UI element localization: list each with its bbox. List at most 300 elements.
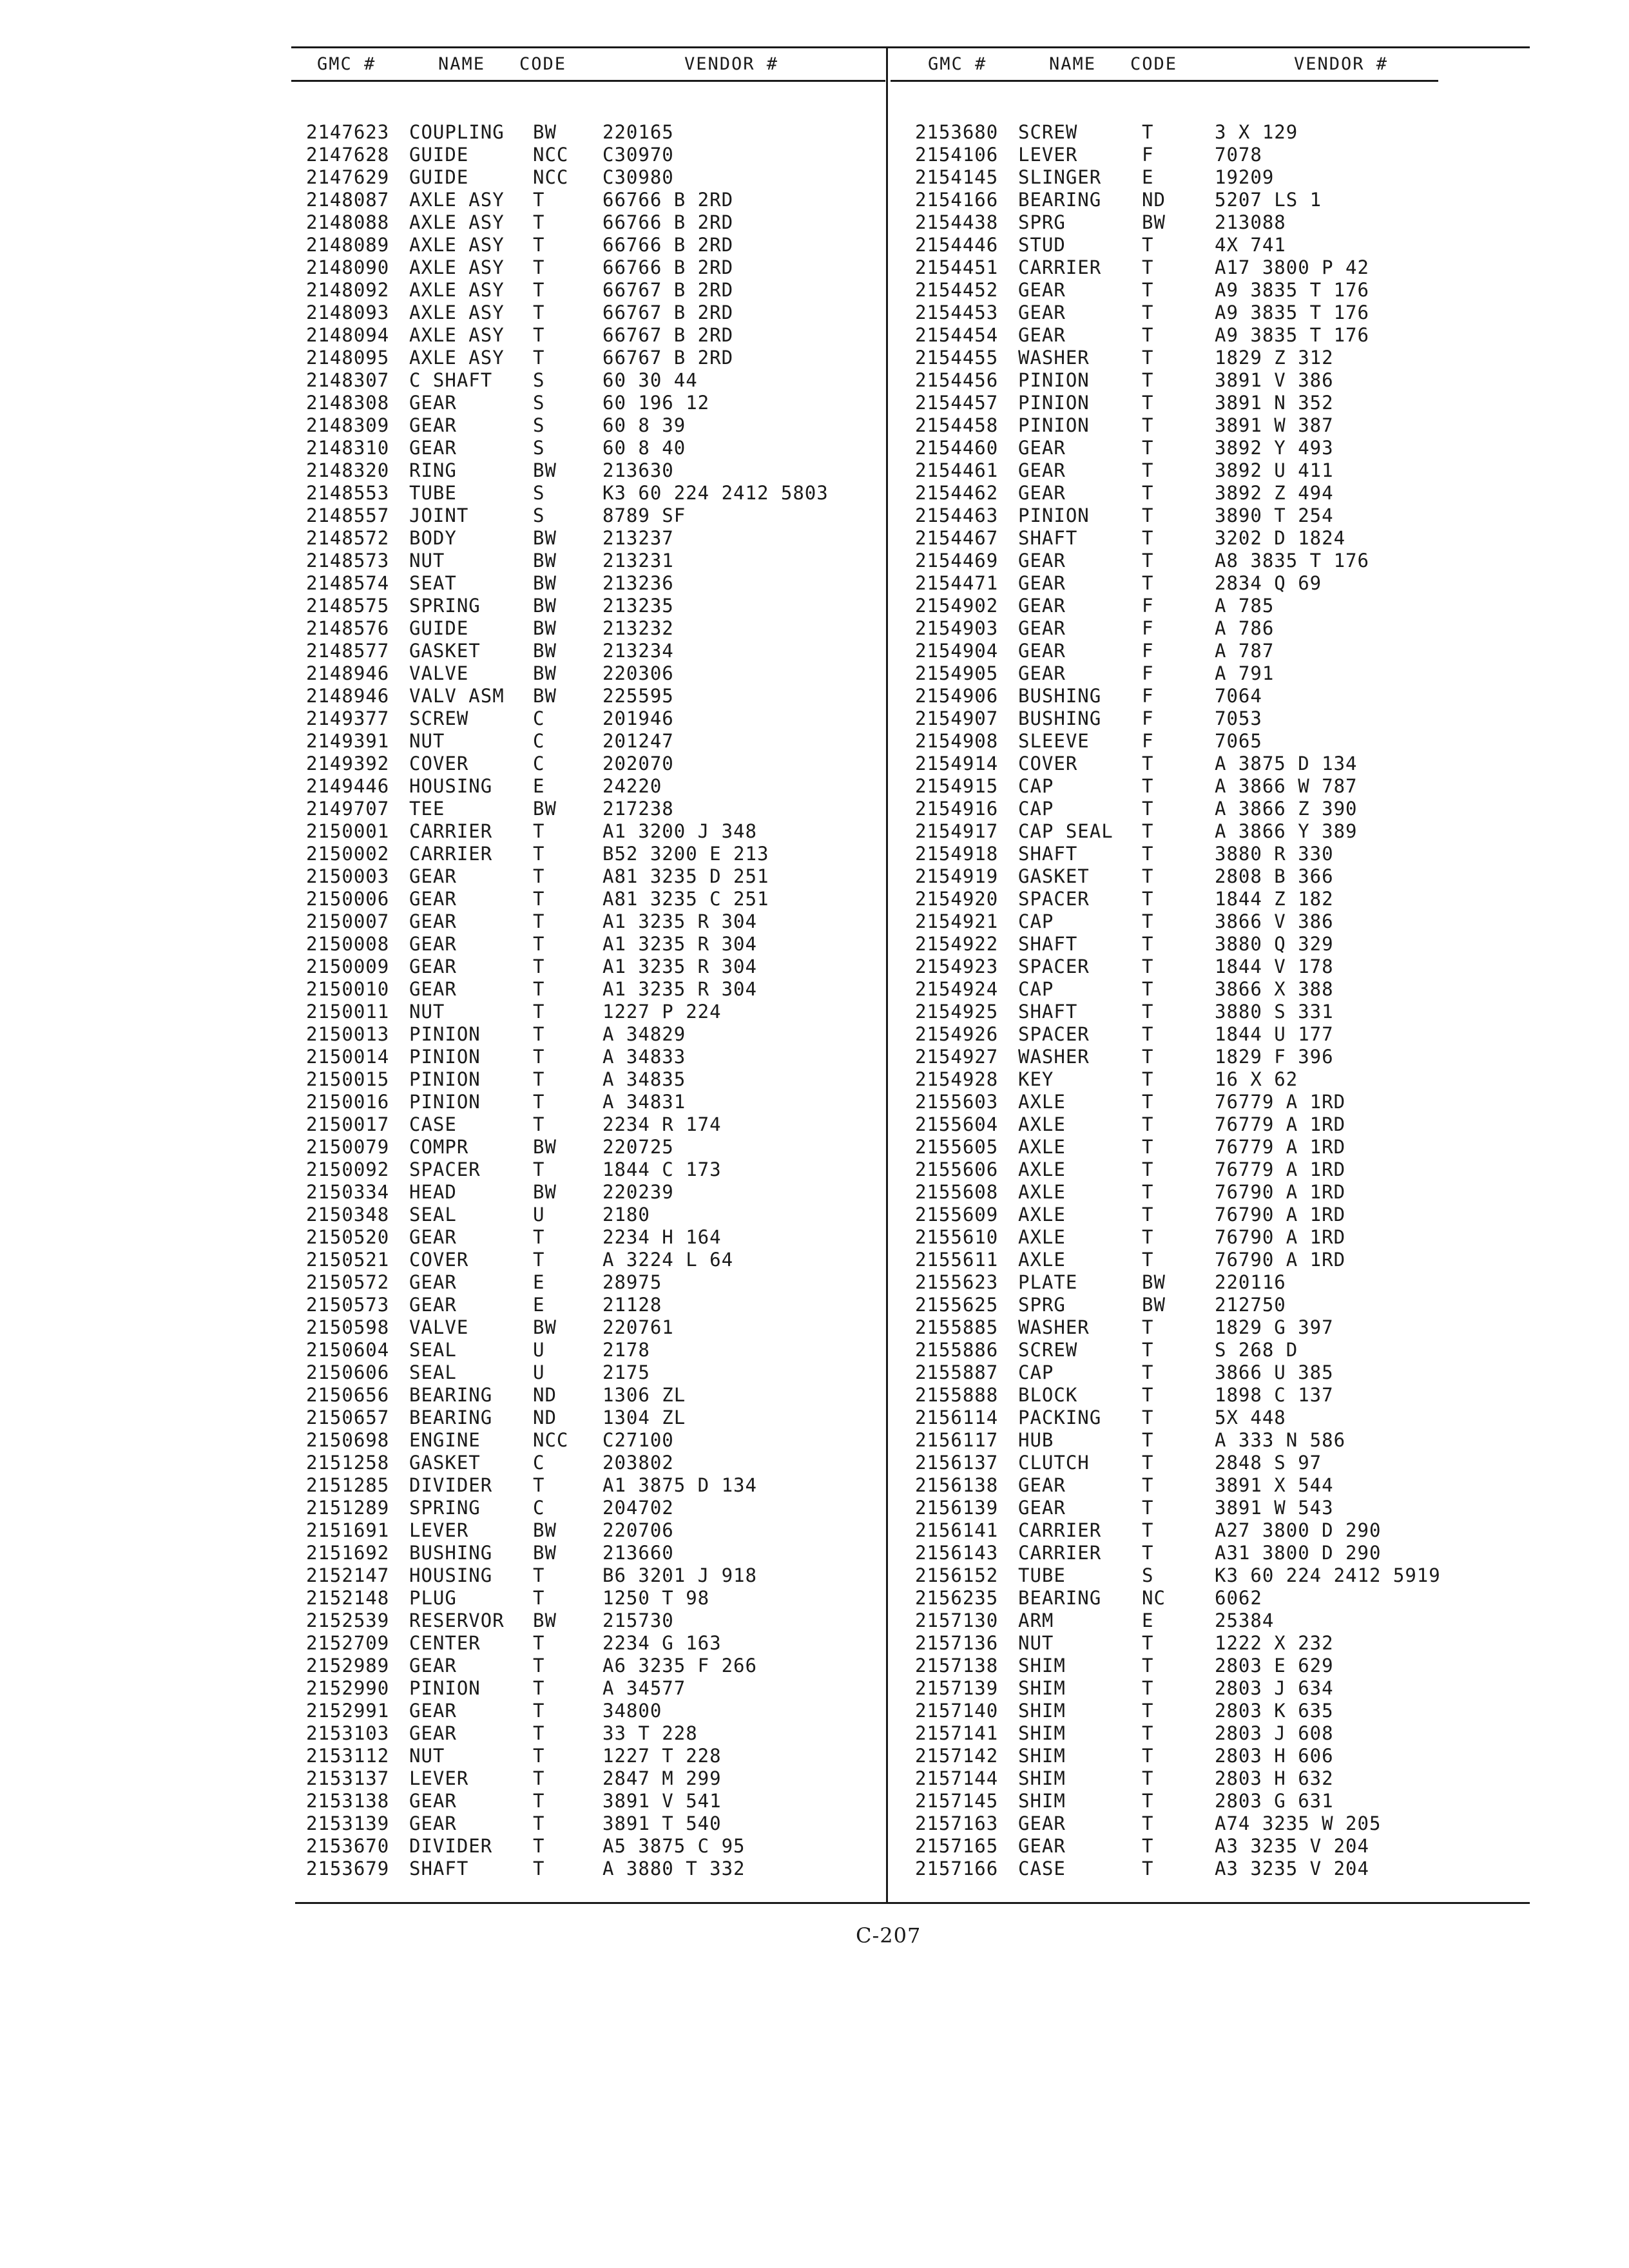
vendor-number: A 786 [1215, 617, 1275, 639]
table-row [306, 1587, 873, 1610]
vendor-number: 213236 [602, 572, 674, 594]
gmc-number: 2147628 [306, 144, 390, 166]
vendor-code: T [533, 865, 545, 887]
gmc-number: 2150656 [306, 1384, 390, 1406]
vendor-code: T [1142, 1226, 1154, 1248]
part-name: GASKET [1018, 865, 1090, 887]
vendor-code: T [1142, 1091, 1154, 1113]
part-name: WASHER [1018, 347, 1090, 369]
part-name: COVER [409, 1249, 469, 1271]
table-row [306, 1001, 873, 1023]
gmc-number: 2155605 [915, 1136, 999, 1158]
gmc-number: 2148572 [306, 527, 390, 549]
vendor-code: C [533, 753, 545, 774]
table-row [306, 1181, 873, 1204]
header-gmc: GMC # [928, 54, 987, 74]
table-row [915, 617, 1527, 640]
gmc-number: 2154454 [915, 324, 999, 346]
table-row [915, 144, 1527, 166]
vendor-number: 3891 W 387 [1215, 414, 1334, 436]
vendor-number: A1 3200 J 348 [602, 820, 757, 842]
vendor-code: U [533, 1204, 545, 1225]
gmc-number: 2148309 [306, 414, 390, 436]
vendor-code: T [1142, 256, 1154, 278]
part-name: HEAD [409, 1181, 457, 1203]
table-row [306, 256, 873, 279]
vendor-code: T [1142, 1700, 1154, 1722]
header-gmc: GMC # [317, 54, 376, 74]
table-row [915, 1790, 1527, 1812]
vendor-code: BW [533, 1181, 557, 1203]
table-row [306, 1046, 873, 1068]
vendor-code: T [1142, 1339, 1154, 1361]
vendor-code: ND [533, 1407, 557, 1428]
parts-list-right [915, 121, 1527, 1880]
part-name: GEAR [409, 1700, 457, 1722]
vendor-code: T [1142, 482, 1154, 504]
header-code: CODE [1130, 54, 1178, 74]
table-row [915, 798, 1527, 820]
vendor-code: T [1142, 1361, 1154, 1383]
table-row [306, 1226, 873, 1249]
table-row [306, 1790, 873, 1812]
gmc-number: 2148087 [306, 189, 390, 211]
table-row [306, 505, 873, 527]
gmc-number: 2150003 [306, 865, 390, 887]
part-name: BUSHING [1018, 685, 1102, 707]
gmc-number: 2153680 [915, 121, 999, 143]
gmc-number: 2150604 [306, 1339, 390, 1361]
vendor-number: 66767 B 2RD [602, 302, 734, 323]
vendor-number: 3891 X 544 [1215, 1474, 1334, 1496]
part-name: GEAR [409, 1722, 457, 1744]
gmc-number: 2154907 [915, 707, 999, 729]
table-row [915, 1339, 1527, 1361]
vendor-code: T [1142, 1677, 1154, 1699]
vendor-number: 2234 G 163 [602, 1632, 722, 1654]
vendor-number: 220306 [602, 662, 674, 684]
part-name: VALVE [409, 1316, 469, 1338]
vendor-code: T [1142, 1046, 1154, 1068]
vendor-number: 3891 W 543 [1215, 1497, 1334, 1519]
table-row [915, 1610, 1527, 1632]
part-name: GASKET [409, 1452, 481, 1474]
table-row [306, 888, 873, 910]
part-name: GEAR [1018, 459, 1066, 481]
gmc-number: 2154920 [915, 888, 999, 910]
part-name: BEARING [1018, 1587, 1102, 1609]
vendor-number: A1 3875 D 134 [602, 1474, 757, 1496]
vendor-number: A9 3835 T 176 [1215, 279, 1369, 301]
vendor-number: 1844 U 177 [1215, 1023, 1334, 1045]
part-name: AXLE [1018, 1091, 1066, 1113]
gmc-number: 2147629 [306, 166, 390, 188]
vendor-number: 2175 [602, 1361, 650, 1383]
part-name: PINION [1018, 369, 1090, 391]
gmc-number: 2157144 [915, 1767, 999, 1789]
gmc-number: 2150009 [306, 956, 390, 977]
vendor-number: 2847 M 299 [602, 1767, 722, 1789]
gmc-number: 2150572 [306, 1271, 390, 1293]
gmc-number: 2155885 [915, 1316, 999, 1338]
table-row [306, 595, 873, 617]
part-name: AXLE ASY [409, 347, 505, 369]
table-row [306, 527, 873, 550]
gmc-number: 2155886 [915, 1339, 999, 1361]
table-row [306, 1632, 873, 1655]
part-name: SHIM [1018, 1700, 1066, 1722]
vendor-code: T [533, 1091, 545, 1113]
vendor-code: BW [533, 798, 557, 820]
vendor-number: 76790 A 1RD [1215, 1204, 1346, 1225]
part-name: CARRIER [1018, 1519, 1102, 1541]
part-name: GEAR [409, 933, 457, 955]
vendor-number: 1844 C 173 [602, 1158, 722, 1180]
table-row [915, 820, 1527, 843]
vendor-code: E [1142, 1610, 1154, 1631]
gmc-number: 2156235 [915, 1587, 999, 1609]
part-name: AXLE [1018, 1249, 1066, 1271]
vendor-code: ND [533, 1384, 557, 1406]
part-name: SEAL [409, 1361, 457, 1383]
table-row [915, 1136, 1527, 1158]
gmc-number: 2150334 [306, 1181, 390, 1203]
part-name: GUIDE [409, 144, 469, 166]
vendor-number: A 34829 [602, 1023, 686, 1045]
table-row [306, 1136, 873, 1158]
header-rule-left [291, 80, 885, 82]
vendor-number: 225595 [602, 685, 674, 707]
table-row [306, 753, 873, 775]
vendor-code: C [533, 1497, 545, 1519]
table-row [915, 1001, 1527, 1023]
table-row [915, 1158, 1527, 1181]
part-name: SHAFT [1018, 933, 1078, 955]
table-row [306, 640, 873, 662]
vendor-number: 33 T 228 [602, 1722, 698, 1744]
vendor-number: 7064 [1215, 685, 1262, 707]
part-name: GEAR [409, 1655, 457, 1677]
vendor-code: E [533, 775, 545, 797]
vendor-number: B52 3200 E 213 [602, 843, 769, 865]
vendor-code: T [1142, 910, 1154, 932]
gmc-number: 2157140 [915, 1700, 999, 1722]
part-name: AXLE [1018, 1136, 1066, 1158]
gmc-number: 2154455 [915, 347, 999, 369]
vendor-code: T [1142, 843, 1154, 865]
vendor-code: T [1142, 865, 1154, 887]
part-name: BODY [409, 527, 457, 549]
vendor-number: A74 3235 W 205 [1215, 1812, 1382, 1834]
vendor-code: BW [533, 685, 557, 707]
vendor-number: 3891 T 540 [602, 1812, 722, 1834]
vendor-number: 7078 [1215, 144, 1262, 166]
vendor-code: T [533, 933, 545, 955]
gmc-number: 2153103 [306, 1722, 390, 1744]
vendor-number: 2808 B 366 [1215, 865, 1334, 887]
vendor-code: BW [533, 1519, 557, 1541]
gmc-number: 2154469 [915, 550, 999, 572]
part-name: GEAR [1018, 1835, 1066, 1857]
vendor-code: T [1142, 414, 1154, 436]
table-row [306, 1113, 873, 1136]
gmc-number: 2154923 [915, 956, 999, 977]
vendor-code: T [533, 820, 545, 842]
vendor-code: BW [533, 121, 557, 143]
vendor-code: T [1142, 572, 1154, 594]
gmc-number: 2150013 [306, 1023, 390, 1045]
vendor-number: 3892 Y 493 [1215, 437, 1334, 459]
vendor-code: BW [533, 617, 557, 639]
page-number: C-207 [856, 1923, 921, 1948]
gmc-number: 2154453 [915, 302, 999, 323]
vendor-number: C30980 [602, 166, 674, 188]
part-name: PINION [1018, 392, 1090, 414]
vendor-code: F [1142, 707, 1154, 729]
table-row [306, 617, 873, 640]
vendor-number: A 34833 [602, 1046, 686, 1068]
gmc-number: 2154921 [915, 910, 999, 932]
vendor-code: T [1142, 1204, 1154, 1225]
table-row [306, 1700, 873, 1722]
part-name: TEE [409, 798, 445, 820]
gmc-number: 2148553 [306, 482, 390, 504]
table-row [306, 550, 873, 572]
vendor-code: T [533, 1001, 545, 1023]
table-row [915, 662, 1527, 685]
gmc-number: 2154905 [915, 662, 999, 684]
gmc-number: 2154903 [915, 617, 999, 639]
vendor-number: 66767 B 2RD [602, 347, 734, 369]
vendor-code: S [533, 392, 545, 414]
vendor-number: 1829 G 397 [1215, 1316, 1334, 1338]
gmc-number: 2152989 [306, 1655, 390, 1677]
vendor-number: 8789 SF [602, 505, 686, 526]
table-row [306, 211, 873, 234]
gmc-number: 2148308 [306, 392, 390, 414]
gmc-number: 2148095 [306, 347, 390, 369]
vendor-code: T [533, 1068, 545, 1090]
column-divider [886, 46, 888, 1902]
vendor-number: K3 60 224 2412 5919 [1215, 1564, 1441, 1586]
part-name: GEAR [1018, 1497, 1066, 1519]
gmc-number: 2149377 [306, 707, 390, 729]
part-name: SHAFT [1018, 1001, 1078, 1023]
vendor-code: T [533, 1722, 545, 1744]
part-name: GEAR [409, 865, 457, 887]
table-row [915, 1519, 1527, 1542]
table-row [306, 459, 873, 482]
part-name: GEAR [409, 888, 457, 910]
vendor-number: 66767 B 2RD [602, 324, 734, 346]
part-name: SLINGER [1018, 166, 1102, 188]
table-row [915, 1294, 1527, 1316]
table-row [306, 1249, 873, 1271]
part-name: TUBE [409, 482, 457, 504]
bottom-rule [295, 1902, 1530, 1904]
vendor-number: A 3880 T 332 [602, 1858, 746, 1879]
vendor-code: T [533, 279, 545, 301]
vendor-number: 2803 J 608 [1215, 1722, 1334, 1744]
vendor-number: 3880 Q 329 [1215, 933, 1334, 955]
table-row [915, 256, 1527, 279]
table-row [915, 1745, 1527, 1767]
vendor-number: 213231 [602, 550, 674, 572]
vendor-code: BW [533, 640, 557, 662]
vendor-code: BW [533, 459, 557, 481]
gmc-number: 2156114 [915, 1407, 999, 1428]
gmc-number: 2156141 [915, 1519, 999, 1541]
part-name: CARRIER [1018, 1542, 1102, 1564]
vendor-code: BW [1142, 1294, 1166, 1316]
part-name: SHAFT [409, 1858, 469, 1879]
vendor-code: NC [1142, 1587, 1166, 1609]
vendor-number: A6 3235 F 266 [602, 1655, 757, 1677]
table-row [915, 1249, 1527, 1271]
vendor-code: T [1142, 1497, 1154, 1519]
table-row [915, 1407, 1527, 1429]
table-row [915, 1091, 1527, 1113]
vendor-number: 3866 V 386 [1215, 910, 1334, 932]
vendor-number: 1306 ZL [602, 1384, 686, 1406]
table-row [915, 482, 1527, 505]
part-name: GEAR [1018, 550, 1066, 572]
vendor-code: T [1142, 1181, 1154, 1203]
vendor-number: 2848 S 97 [1215, 1452, 1322, 1474]
table-row [915, 753, 1527, 775]
gmc-number: 2157138 [915, 1655, 999, 1677]
gmc-number: 2154457 [915, 392, 999, 414]
vendor-number: 5X 448 [1215, 1407, 1286, 1428]
table-row [915, 730, 1527, 753]
vendor-number: A 3866 Y 389 [1215, 820, 1358, 842]
part-name: GEAR [1018, 279, 1066, 301]
gmc-number: 2150348 [306, 1204, 390, 1225]
part-name: SHIM [1018, 1722, 1066, 1744]
vendor-number: 217238 [602, 798, 674, 820]
part-name: COUPLING [409, 121, 505, 143]
part-name: GEAR [1018, 302, 1066, 323]
part-name: LEVER [409, 1519, 469, 1541]
table-row [306, 1316, 873, 1339]
vendor-number: 3866 U 385 [1215, 1361, 1334, 1383]
gmc-number: 2153137 [306, 1767, 390, 1789]
table-row [915, 595, 1527, 617]
vendor-number: A 34577 [602, 1677, 686, 1699]
vendor-code: S [533, 482, 545, 504]
gmc-number: 2148573 [306, 550, 390, 572]
vendor-number: 2803 J 634 [1215, 1677, 1334, 1699]
table-row [915, 1452, 1527, 1474]
part-name: GEAR [1018, 572, 1066, 594]
vendor-number: A 3875 D 134 [1215, 753, 1358, 774]
vendor-number: A3 3235 V 204 [1215, 1858, 1369, 1879]
gmc-number: 2155609 [915, 1204, 999, 1225]
vendor-number: 3891 V 386 [1215, 369, 1334, 391]
table-row [915, 933, 1527, 956]
vendor-number: 1304 ZL [602, 1407, 686, 1428]
gmc-number: 2154908 [915, 730, 999, 752]
part-name: SPRING [409, 1497, 481, 1519]
vendor-code: T [1142, 1745, 1154, 1767]
table-row [915, 1361, 1527, 1384]
part-name: COMPR [409, 1136, 469, 1158]
table-row [915, 1655, 1527, 1677]
vendor-code: T [533, 1655, 545, 1677]
part-name: GEAR [409, 1294, 457, 1316]
vendor-number: 2803 H 606 [1215, 1745, 1334, 1767]
part-name: WASHER [1018, 1046, 1090, 1068]
vendor-number: A 34831 [602, 1091, 686, 1113]
vendor-code: BW [533, 1610, 557, 1631]
vendor-number: 1227 P 224 [602, 1001, 722, 1023]
vendor-number: 213630 [602, 459, 674, 481]
part-name: CAP [1018, 798, 1054, 820]
table-row [915, 1812, 1527, 1835]
gmc-number: 2156117 [915, 1429, 999, 1451]
vendor-code: E [533, 1271, 545, 1293]
vendor-number: A1 3235 R 304 [602, 978, 757, 1000]
vendor-number: A1 3235 R 304 [602, 956, 757, 977]
part-name: DIVIDER [409, 1474, 493, 1496]
vendor-number: 24220 [602, 775, 662, 797]
gmc-number: 2157165 [915, 1835, 999, 1857]
gmc-number: 2155608 [915, 1181, 999, 1203]
gmc-number: 2148577 [306, 640, 390, 662]
vendor-code: NCC [533, 166, 569, 188]
header-rule-right [891, 80, 1438, 82]
vendor-number: 34800 [602, 1700, 662, 1722]
part-name: CAP [1018, 1361, 1054, 1383]
vendor-code: T [1142, 1407, 1154, 1428]
table-row [306, 437, 873, 459]
gmc-number: 2155606 [915, 1158, 999, 1180]
vendor-number: A 791 [1215, 662, 1275, 684]
vendor-code: E [533, 1294, 545, 1316]
vendor-number: A8 3835 T 176 [1215, 550, 1369, 572]
vendor-code: T [533, 1835, 545, 1857]
table-row [306, 910, 873, 933]
gmc-number: 2148575 [306, 595, 390, 617]
part-name: CAP [1018, 978, 1054, 1000]
table-row [915, 1632, 1527, 1655]
vendor-code: F [1142, 144, 1154, 166]
table-row [915, 1429, 1527, 1452]
vendor-code: T [1142, 956, 1154, 977]
vendor-code: F [1142, 595, 1154, 617]
table-row [306, 369, 873, 392]
vendor-number: 3892 U 411 [1215, 459, 1334, 481]
part-name: SPACER [1018, 888, 1090, 910]
vendor-number: B6 3201 J 918 [602, 1564, 757, 1586]
part-name: BLOCK [1018, 1384, 1078, 1406]
table-row [915, 527, 1527, 550]
table-row [915, 888, 1527, 910]
table-row [306, 685, 873, 707]
vendor-number: 66766 B 2RD [602, 256, 734, 278]
table-row [306, 1361, 873, 1384]
gmc-number: 2151289 [306, 1497, 390, 1519]
gmc-number: 2154927 [915, 1046, 999, 1068]
vendor-code: NCC [533, 1429, 569, 1451]
vendor-code: T [533, 910, 545, 932]
vendor-code: T [1142, 550, 1154, 572]
vendor-number: 2803 K 635 [1215, 1700, 1334, 1722]
part-name: GEAR [409, 910, 457, 932]
vendor-number: A5 3875 C 95 [602, 1835, 746, 1857]
header-right [928, 54, 1482, 80]
vendor-code: S [533, 414, 545, 436]
